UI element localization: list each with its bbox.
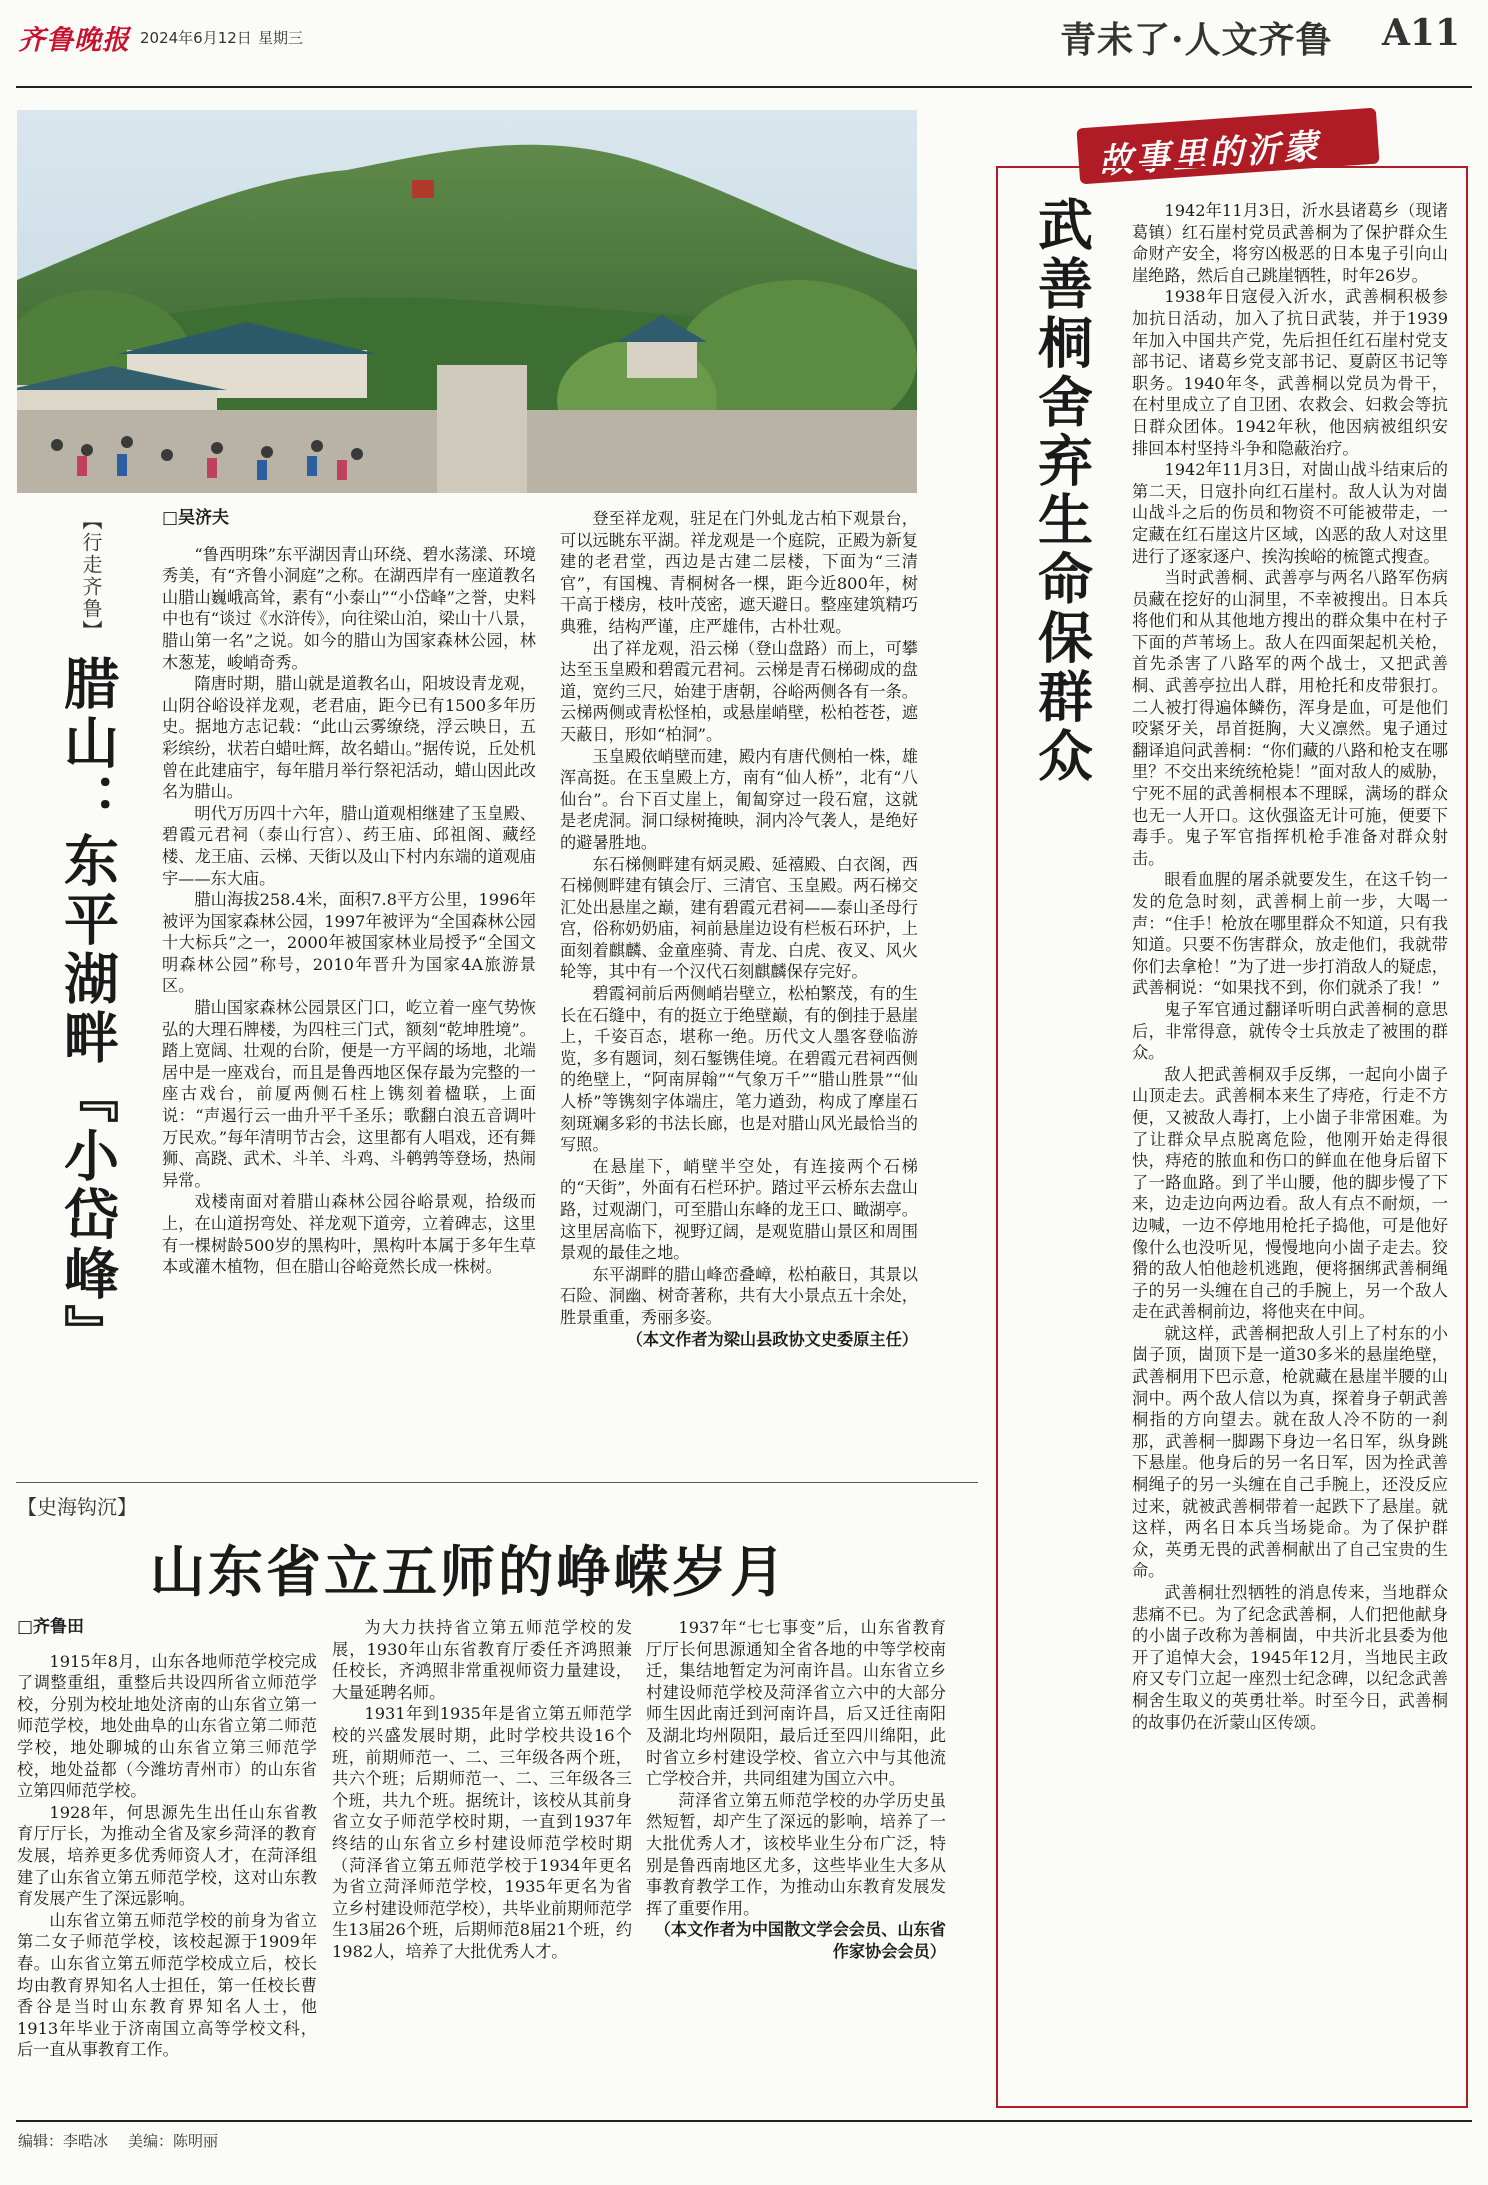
footer-designer: 美编：陈明丽 bbox=[128, 2132, 219, 2150]
article-lashan-column-2 bbox=[560, 508, 918, 1508]
author-note: （本文作者为中国散文学会会员、山东省作家协会会员） bbox=[654, 1920, 946, 1961]
paragraph: 武善桐壮烈牺牲的消息传来，当地群众悲痛不已。为了纪念武善桐，人们把他献身的小崮子改称为善桐崮，中共沂北县委为他开了追悼大会，1945年12月，当地民主政府又专门立起一座烈士纪念碑，以纪念武善桐舍生取义的英勇壮举。时至今日，武善桐的故事仍在沂蒙山区传颂。 bbox=[1132, 1583, 1448, 1732]
byline: □吴济夫 bbox=[162, 508, 230, 528]
paragraph: 当时武善桐、武善亭与两名八路军伤病员藏在挖好的山洞里，不幸被搜出。日本兵将他们和从其他地方搜出的群众集中在村子下面的芦苇场上。敌人在四面架起机关枪，首先杀害了八路军的两个战士，又把武善桐、武善亭拉出人群，用枪托和皮带狠打。二人被打得遍体鳞伤，浑身是血，可是他们咬紧牙关，昂首挺胸，大义凛然。鬼子通过翻译追问武善桐：“你们藏的八路和枪支在哪里？不交出来统统枪毙！”面对敌人的威胁，宁死不屈的武善桐根本不理睬，满场的群众也无一人开口。这伙强盗无计可施，便要下毒手。鬼子军官指挥机枪手准备对群众射击。 bbox=[1132, 568, 1448, 868]
issue-weekday: 星期三 bbox=[258, 29, 304, 47]
paragraph: 敌人把武善桐双手反绑，一起向小崮子山顶走去。武善桐本来生了痔疮，行走不方便，又被敌人毒打，上小崮子非常困难。为了让群众早点脱离危险，他刚开始走得很快，痔疮的脓血和伤口的鲜血在他身后留下了一路血路。到了半山腰，他的脚步慢了下来，边走边向两边看。敌人有点不耐烦，一边喊，一边不停地用枪托子捣他，可是他好像什么也没听见，慢慢地向小崮子走去。狡猾的敌人怕他趁机逃跑，便将捆绑武善桐绳子的另一头缠在自己的手腕上，另一个敌人走在武善桐前边，将他夹在中间。 bbox=[1132, 1064, 1448, 1322]
paragraph: 隋唐时期，腊山就是道教名山，阳坡设青龙观，山阴谷峪设祥龙观，老君庙，距今已有1500多年历史。据地方志记载：“此山云雾缭绕，浮云映日，五彩缤纷，状若白蜡吐辉，故名蜡山。”据传说，丘处机曾在此建庙宇，每年腊月举行祭祀活动，蜡山因此改名为腊山。 bbox=[162, 674, 536, 802]
paragraph: 1937年“七七事变”后，山东省教育厅厅长何思源通知全省各地的中等学校南迁，集结地暂定为河南许昌。山东省立乡村建设师范学校及菏泽省立六中的大部分师生因此南迁到河南许昌，后又迁往南阳及湖北均州陨阳，最后迁至四川绵阳，此时省立乡村建设学校、省立六中与其他流亡学校合并，共同组建为国立六中。 bbox=[646, 1618, 946, 1789]
masthead-logo: 齐鲁晚报 bbox=[18, 25, 130, 56]
byline: □齐鲁田 bbox=[17, 1617, 85, 1637]
story-badge-label: 故事里的沂蒙 bbox=[1097, 126, 1322, 183]
paragraph: 菏泽省立第五师范学校的办学历史虽然短暂，却产生了深远的影响，培养了一大批优秀人才，该校毕业生分布广泛，特别是鲁西南地区尤多，这些毕业生大多从事教育教学工作，为推动山东教育发展发挥了重要作用。 bbox=[646, 1790, 946, 1918]
paragraph: 在悬崖下，峭壁半空处，有连接两个石梯的“天街”，外面有石栏环护。踏过平云桥东去盘山路，过观湖门，可至腊山东峰的龙王口、瞰湖亭。这里居高临下，视野辽阔，是观览腊山景区和周围景观的最佳之地。 bbox=[560, 1156, 918, 1263]
paragraph: 玉皇殿依峭壁而建，殿内有唐代侧柏一株，雄浑高挺。在玉皇殿上方，南有“仙人桥”，北有“八仙台”。台下百丈崖上，匍匐穿过一段石窟，这就是老虎洞。洞口绿树掩映，洞内冷气袭人，是绝好的避暑胜地。 bbox=[560, 746, 918, 852]
article-wushi-column-2 bbox=[332, 1617, 632, 2107]
paragraph: 碧霞祠前后两侧峭岩壁立，松柏繁茂，有的生长在石缝中，有的挺立于绝壁巅，有的倒挂于悬崖上，千姿百态，堪称一绝。历代文人墨客登临游览，多有题词，刻石錾镌佳境。在碧霞元君祠西侧的绝壁上，“阿南屏翰”“气象万千”“腊山胜景”“仙人桥”等镌刻字体端庄，笔力遒劲，构成了摩崖石刻斑斓多彩的书法长廊，也是对腊山风光最恰当的写照。 bbox=[560, 984, 918, 1155]
paragraph: 明代万历四十六年，腊山道观相继建了玉皇殿、碧霞元君祠（泰山行宫）、药王庙、邱祖阁、藏经楼、龙王庙、云梯、天街以及山下村内东端的道观庙宇——东大庙。 bbox=[162, 803, 536, 888]
paragraph: 出了祥龙观，沿云梯（登山盘路）而上，可攀达至玉皇殿和碧霞元君祠。云梯是青石梯砌成的盘道，宽约三尺，始建于唐朝，谷峪两侧各有一条。云梯两侧或青松怪柏，或悬崖峭壁，松柏苍苍，遮天蔽日，形如“柏洞”。 bbox=[560, 638, 918, 744]
paragraph: 就这样，武善桐把敌人引上了村东的小崮子顶，崮顶下是一道30多米的悬崖绝壁，武善桐用下巴示意，枪就藏在悬崖半腰的山洞中。两个敌人信以为真，探着身子朝武善桐指的方向望去。就在敌人冷不防的一刹那，武善桐一脚踢下身边一名日军，纵身跳下悬崖。他身后的另一名日军，因为拴武善桐绳子的另一头缠在自己手腕上，还没反应过来，就被武善桐带着一起跌下了悬崖。就这样，两名日本兵当场毙命。为了保护群众，英勇无畏的武善桐献出了自己宝贵的生命。 bbox=[1132, 1323, 1448, 1581]
article-title-lashan: 腊山：东平湖畔『小岱峰』 bbox=[55, 655, 120, 1363]
section-divider bbox=[16, 1482, 978, 1483]
paragraph: 1928年，何思源先生出任山东省教育厅厅长，为推动全省及家乡菏泽的教育发展，培养更多优秀师资人才，在菏泽组建了山东省立第五师范学校，这对山东教育发展产生了深远影响。 bbox=[17, 1802, 317, 1909]
paragraph: 1938年日寇侵入沂水，武善桐积极参加抗日活动，加入了抗日武装，并于1939年加入中国共产党，先后担任红石崖村党支部书记、诸葛乡党支部书记、夏蔚区书记等职务。1940年冬，武善桐以党员为骨干，在村里成立了自卫团、农救会、妇救会等抗日群众团体。1942年秋，他因病被组织安排回本村坚持斗争和隐蔽治疗。 bbox=[1132, 287, 1448, 458]
section-title: 青未了·人文齐鲁 bbox=[1060, 19, 1333, 61]
paragraph: 1915年8月，山东各地师范学校完成了调整重组，重整后共设四所省立师范学校，分别为校址地处济南的山东省立第一师范学校，地处曲阜的山东省立第二师范学校，地处聊城的山东省立第三师范学校，地处益都（今潍坊青州市）的山东省立第四师范学校。 bbox=[17, 1651, 317, 1801]
article-photo bbox=[17, 110, 917, 493]
header-rule bbox=[16, 86, 1472, 88]
paragraph: 戏楼南面对着腊山森林公园谷峪景观，拾级而上，在山道拐弯处、祥龙观下道旁，立着碑志，这里有一棵树龄500岁的黑构叶，黑构叶本属于多年生草本或灌木植物，但在腊山谷峪竟然长成一株树。 bbox=[162, 1192, 536, 1277]
page-header bbox=[0, 0, 1488, 90]
paragraph: 登至祥龙观，驻足在门外虬龙古柏下观景台，可以远眺东平湖。祥龙观是一个庭院，正殿为新复建的老君堂，西边是古建二层楼，下面为“三清官”，有国槐、青桐树各一棵，距今近800年，树干高于楼房，枝叶茂密，遮天避日。整座建筑精巧典雅，结构严谨，庄严雄伟，古朴壮观。 bbox=[560, 509, 918, 636]
paragraph: 鬼子军官通过翻译听明白武善桐的意思后，非常得意，就传令士兵放走了被围的群众。 bbox=[1132, 999, 1448, 1063]
issue-date: 2024年6月12日 bbox=[140, 29, 252, 47]
paragraph: 东平湖畔的腊山峰峦叠嶂，松柏蔽日，其景以石险、洞幽、树奇著称，共有大小景点五十余处，胜景重重，秀丽多姿。 bbox=[560, 1264, 918, 1327]
paragraph: 1942年11月3日，沂水县诸葛乡（现诸葛镇）红石崖村党员武善桐为了保护群众生命财产安全，将穷凶极恶的日本鬼子引向山崖绝路，然后自己跳崖牺牲，时年26岁。 bbox=[1132, 201, 1448, 285]
mountain-temple-photo bbox=[17, 110, 917, 493]
paragraph: 为大力扶持省立第五师范学校的发展，1930年山东省教育厅委任齐鸿照兼任校长，齐鸿照非常重视师资力量建设，大量延聘名师。 bbox=[332, 1618, 632, 1702]
author-note: （本文作者为梁山县政协文史委原主任） bbox=[626, 1329, 918, 1349]
footer-rule bbox=[16, 2120, 1472, 2122]
article-wushantong-body bbox=[1132, 200, 1448, 2090]
paragraph: 眼看血腥的屠杀就要发生，在这千钧一发的危急时刻，武善桐上前一步，大喝一声：“住手！枪放在哪里群众不知道，只有我知道。只要不伤害群众，放走他们，我就带你们去拿枪！”为了进一步打消敌人的疑虑，武善桐说：“如果找不到，你们就杀了我！” bbox=[1132, 870, 1448, 998]
column-tag-history: 【史海钩沉】 bbox=[17, 1495, 137, 1519]
article-title-wushi: 山东省立五师的峥嵘岁月 bbox=[150, 1539, 789, 1604]
column-tag-travel: 【行走齐鲁】 bbox=[79, 510, 103, 642]
footer-editor: 编辑：李晧冰 bbox=[18, 2132, 109, 2150]
paragraph: 1942年11月3日，对崮山战斗结束后的第二天，日寇扑向红石崖村。敌人认为对崮山战斗之后的伤员和物资不可能被带走，一定藏在红石崖这片区域，凶恶的敌人对这里进行了逐家逐户、挨沟挨峪的梳篦式搜查。 bbox=[1132, 460, 1448, 566]
article-wushi-column-3 bbox=[646, 1617, 946, 2107]
article-wushi-column-1 bbox=[17, 1617, 317, 2107]
article-lashan-column-1 bbox=[162, 508, 536, 1508]
paragraph: 腊山国家森林公园景区门口，屹立着一座气势恢弘的大理石牌楼，为四柱三门式，额刻“乾坤胜境”。踏上宽阔、壮观的台阶，便是一方平阔的场地，北端居中是一座戏台，而且是鲁西地区保存最为完整的一座古戏台，前厦两侧石柱上镌刻着楹联，上面说：“声遏行云一曲升平千圣乐；歌翻白浪五音调叶万民欢。”每年清明节古会，这里都有人唱戏，还有舞狮、高跷、武术、斗羊、斗鸡、斗鹌鹑等登场，热闹异常。 bbox=[162, 998, 536, 1190]
paragraph: 腊山海拔258.4米，面积7.8平方公里，1996年被评为国家森林公园，1997年被评为“全国森林公园十大标兵”之一，2000年被国家林业局授予“全国文明森林公园”称号，2010年晋升为国家4A旅游景区。 bbox=[162, 890, 536, 996]
page-number: A11 bbox=[1382, 12, 1461, 54]
article-title-wushantong: 武善桐舍弃生命保群众 bbox=[1029, 196, 1094, 786]
paragraph: 山东省立第五师范学校的前身为省立第二女子师范学校，该校起源于1909年春。山东省立第五师范学校成立后，校长均由教育界知名人士担任，第一任校长曹香谷是当时山东教育界知名人士，他1913年毕业于济南国立高等学校文科，后一直从事教育工作。 bbox=[17, 1910, 317, 2060]
paragraph: 1931年到1935年是省立第五师范学校的兴盛发展时期，此时学校共设16个班，前期师范一、二、三年级各两个班，共六个班；后期师范一、二、三年级各三个班，共九个班。据统计，该校从其前身省立女子师范学校时期，一直到1937年终结的山东省立乡村建设师范学校时期（菏泽省立第五师范学校于1934年更名为省立菏泽师范学校，1935年更名为省立乡村建设师范学校），共毕业前期师范学生13届26个班，后期师范8届21个班，约1982人，培养了大批优秀人才。 bbox=[332, 1704, 632, 1961]
paragraph: “鲁西明珠”东平湖因青山环绕、碧水荡漾、环境秀美，有“齐鲁小洞庭”之称。在湖西岸有一座道教名山腊山巍峨高耸，素有“小泰山”“小岱峰”之誉，史料中也有“谈过《水浒传》，向往梁山泊，梁山十八景，腊山第一名”之说。如今的腊山为国家森林公园，林木葱茏，峻峭奇秀。 bbox=[162, 544, 536, 672]
paragraph: 东石梯侧畔建有炳灵殿、延禧殿、白衣阁，西石梯侧畔建有镇会厅、三清官、玉皇殿。两石梯交汇处出悬崖之巅，建有碧霞元君祠——泰山圣母行宫，俗称奶奶庙，祠前悬崖边设有栏板石环护，上面刻着麒麟、金童座骑、青龙、白虎、夜叉、风火轮等，其中有一个汉代石刻麒麟保存完好。 bbox=[560, 854, 918, 982]
